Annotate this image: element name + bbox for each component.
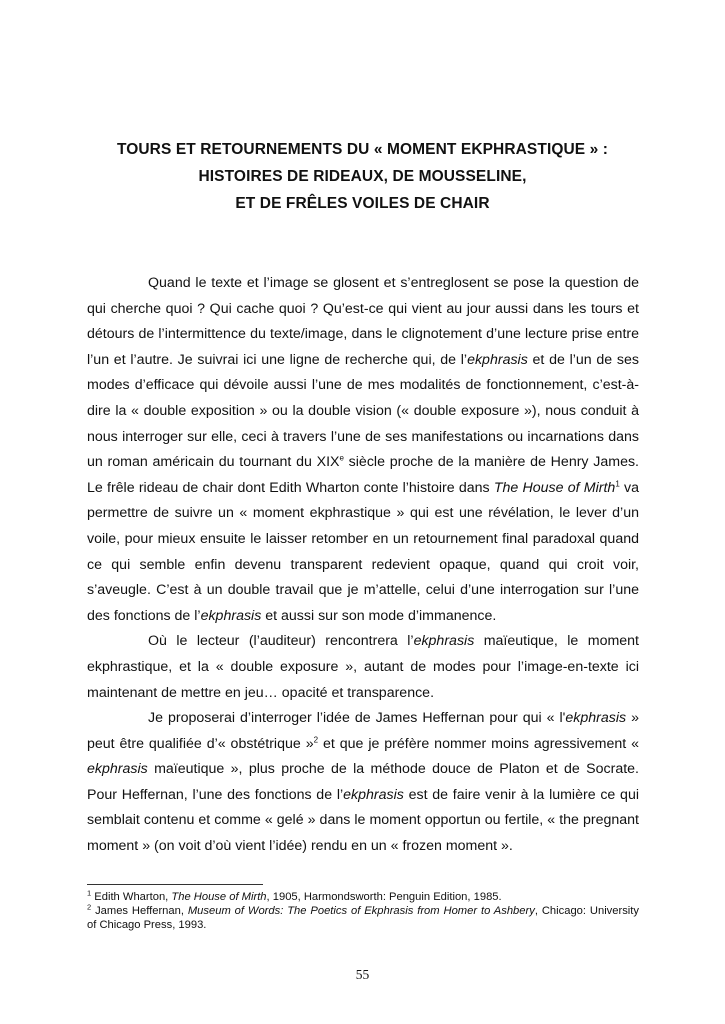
superscript-e: e bbox=[339, 453, 344, 463]
text-run: et aussi sur son mode d’immanence. bbox=[261, 607, 497, 624]
footnote-text: , 1905, Harmondsworth: Penguin Edition, 1985. bbox=[266, 891, 502, 903]
title-line-3: ET DE FRÊLES VOILES DE CHAIR bbox=[235, 195, 490, 212]
text-run: maïeutique », plus proche de la méthode douce de Platon et de Socrate. Pour Heffernan, l’une des fonctions de l’ bbox=[87, 761, 639, 803]
text-run: Quand le texte et l’image se glosent et s’entreglosent se pose la question de qui cherche quoi ? Qui cache quoi ? Qu’est-ce qui vient au jour aussi dans les tours et détours de l’intermittence du texte/image, dans le clignotement d’une lecture prise entre l’un et l’autre. Je suivrai ici une ligne de recherche qui, de l’ bbox=[87, 275, 639, 368]
text-run: et que je préfère nommer moins agressivement « bbox=[318, 735, 639, 752]
text-run: maïeutique, le moment ekphrastique, et la « double exposure », autant de modes pour l’image-en-texte ici maintenant de mettre en jeu… opacité et transparence. bbox=[87, 633, 639, 701]
text-run: » peut être qualifiée d’« obstétrique » bbox=[87, 710, 639, 752]
footnote-number: 1 bbox=[87, 888, 92, 898]
footnote-1 bbox=[87, 890, 639, 904]
paragraph-1 bbox=[87, 271, 639, 629]
footnotes bbox=[87, 890, 639, 932]
title-line-2: HISTOIRES DE RIDEAUX, DE MOUSSELINE, bbox=[198, 168, 527, 185]
italic-term: ekphrasis bbox=[565, 710, 627, 727]
text-run: va permettre de suivre un « moment ekphrastique » qui est une révélation, le lever d’un voile, pour mieux ensuite le laisser retomber en un retournement final paradoxal quand ce qui semble enfin devenu transparent redevient opaque, quand qui croit voir, s’aveugle. C’est à un double travail que je m’attelle, celui d’une interrogation sur l’une des fonctions de l’ bbox=[87, 479, 639, 624]
footnote-text: James Heffernan, bbox=[91, 905, 188, 917]
footnote-ref-2[interactable]: 2 bbox=[313, 734, 319, 744]
italic-term: ekphrasis bbox=[467, 351, 528, 368]
footnote-book-title: The House of Mirth bbox=[171, 891, 267, 903]
body-text bbox=[87, 271, 639, 860]
italic-term: ekphrasis bbox=[343, 786, 404, 803]
italic-term: ekphrasis bbox=[200, 607, 262, 624]
footnote-ref-1[interactable]: 1 bbox=[615, 479, 620, 489]
title-line-1: TOURS ET RETOURNEMENTS DU « MOMENT EKPHRASTIQUE » : bbox=[116, 141, 609, 158]
text-run: siècle proche de la manière de Henry James. Le frêle rideau de chair dont Edith Wharton conte l’histoire dans bbox=[87, 454, 640, 496]
footnote-number: 2 bbox=[87, 902, 92, 912]
footnote-2 bbox=[87, 904, 639, 932]
paragraph-3 bbox=[87, 706, 639, 860]
text-run: Où le lecteur (l’auditeur) rencontrera l’ bbox=[148, 633, 414, 650]
book-title: The House of Mirth bbox=[493, 479, 616, 496]
text-run: Je proposerai d’interroger l’idée de James Heffernan pour qui « l' bbox=[148, 710, 566, 727]
text-run: et de l’un de ses modes d’efficace qui dévoile aussi l’une de mes modalités de fonctionnement, c’est-à-dire la « double exposition » ou la double vision (« double exposure »), nous conduit à nous interroger sur elle, ceci à travers l’une de ses manifestations ou incarnations dans un roman américain du tournant du XIX bbox=[87, 351, 640, 471]
paragraph-2 bbox=[87, 629, 639, 706]
footnote-text: , Chicago: University of Chicago Press, 1993. bbox=[87, 905, 639, 931]
italic-term: ekphrasis bbox=[413, 633, 475, 650]
footnote-book-title: Museum of Words: The Poetics of Ekphrasis from Homer to Ashbery bbox=[187, 905, 535, 917]
text-run: est de faire venir à la lumière ce qui semblait contenu et comme « gelé » dans le moment opportun ou fertile, « the pregnant moment » (on voit d’où vient l’idée) rendu en un « frozen moment ». bbox=[87, 786, 639, 855]
page-title bbox=[60, 136, 665, 217]
footnote-divider bbox=[87, 884, 263, 885]
footnote-text: Edith Wharton, bbox=[91, 891, 172, 903]
page-number: 55 bbox=[355, 967, 370, 982]
italic-term: ekphrasis bbox=[87, 761, 148, 778]
